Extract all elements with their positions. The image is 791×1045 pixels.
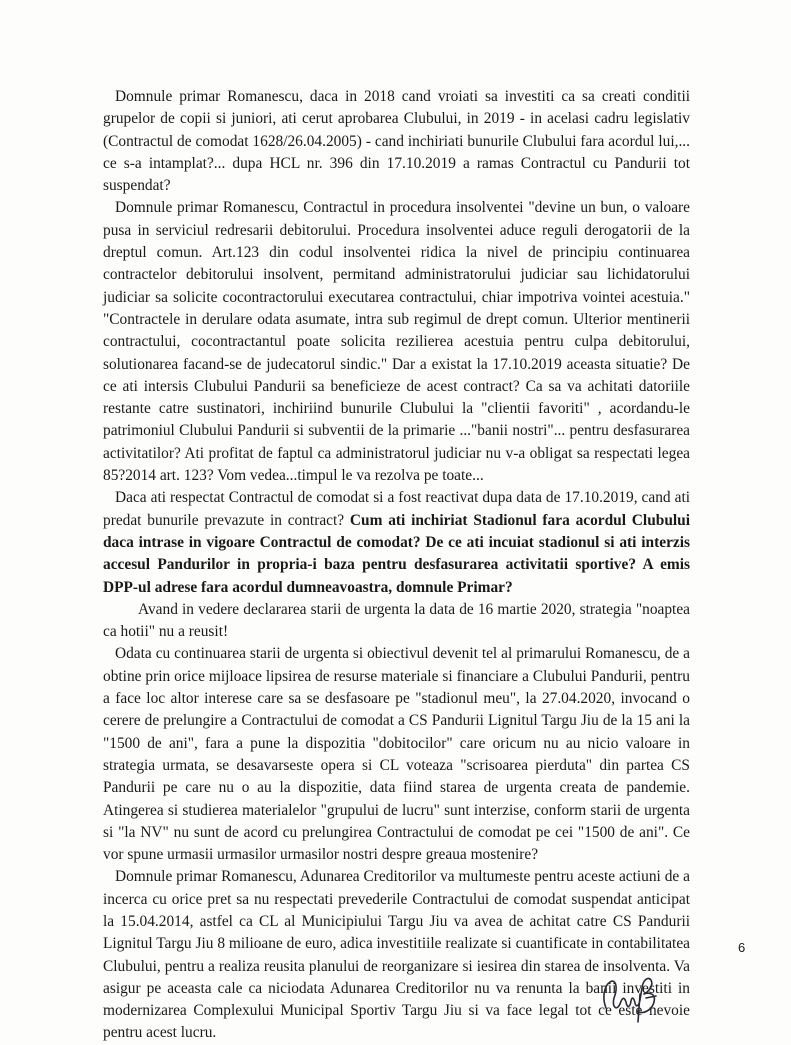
paragraph-6: Domnule primar Romanescu, Adunarea Creditorilor va multumeste pentru aceste actiuni de a incerca cu orice pret sa nu respectati prevederile Contractului de comodat suspendat anticipat la 15.04.2014, astfel ca CL al Municipiului Targu Jiu va avea de achitat catre CS Pandurii Lignitul Targu Jiu 8 milioane de euro, adica investitiile realizate si cuantificate in contabilitatea Clubului, pentru a realiza reusita planului de reorganizare si iesirea din starea de insolventa. Va asigur pe aceasta cale ca niciodata Adunarea Creditorilor nu va renunta la banii investiti in modernizarea Complexului Municipal Sportiv Targu Jiu si va face legal tot ce este nevoie pentru acest lucru. (103, 868, 690, 1042)
paragraph-3 (103, 487, 690, 598)
paragraph-4: Avand in vedere declararea starii de urgenta la data de 16 martie 2020, strategia "noaptea ca hotii" nu a reusit! (103, 600, 690, 641)
document-body (103, 86, 690, 1045)
paragraph-3-text: Daca ati respectat Contractul de comodat si a fost reactivat dupa data de 17.10.2019, cand ati predat bunurile prevazute in contract? (103, 489, 690, 529)
page-number: 6 (738, 940, 746, 955)
paragraph-1: Domnule primar Romanescu, daca in 2018 cand vroiati sa investiti ca sa creati conditii grupelor de copii si juniori, ati cerut aprobarea Clubului, in 2019 - in acelasi cadru legislativ (Contractul de comodat 1628/26.04.2005) - cand inchiriati bunurile Clubului fara acordul lui,... ce s-a intamplat?... dupa HCL nr. 396 din 17.10.2019 a ramas Contractul cu Pandurii tot suspendat? (103, 88, 690, 195)
paragraph-3-bold-text: Cum ati inchiriat Stadionul fara acordul Clubului daca intrase in vigoare Contractul de comodat? De ce ati incuiat stadionul si ati interzis accesul Pandurilor in propria-i baza pentru desfasurarea activitatii sportive? A emis DPP-ul adrese fara acordul dumneavoastra, domnule Primar? (103, 511, 690, 596)
handwritten-signature (596, 968, 666, 1029)
paragraph-2: Domnule primar Romanescu, Contractul in procedura insolventei "devine un bun, o valoare pusa in serviciul redresarii debitorului. Procedura insolventei aduce reguli derogatorii de la dreptul comun. Art.123 din codul insolventei ridica la nivel de principiu continuarea contractelor debitorului insolvent, permitand administratorului judiciar sau lichidatorului judiciar sa solicite cocontractorului executarea contractului, chiar impotriva vointei acestuia." "Contractele in derulare odata asumate, intra sub regimul de drept comun. Ulterior mentinerii contractului, cocontractantul poate solicita rezilierea acestuia pentru culpa debitorului, solutionarea facand-se de judecatorul sindic." Dar a existat la 17.10.2019 aceasta situatie? De ce ati intersis Clubului Pandurii sa beneficieze de acest contract? Ca sa va achitati datoriile restante catre sustinatori, inchiriind bunurile Clubului la "clientii favoriti" , acordandu-le patrimoniul Clubului Pandurii si subventii de la primarie ..."banii nostri"... pentru desfasurarea activitatilor? Ati profitat de faptul ca administratorul judiciar nu v-a obligat sa respectati legea 85?2014 art. 123? Vom vedea...timpul le va rezolva pe toate... (103, 199, 690, 485)
paragraph-5: Odata cu continuarea starii de urgenta si obiectivul devenit tel al primarului Romanescu, de a obtine prin orice mijloace lipsirea de resurse materiale si financiare a Clubului Pandurii, pentru a face loc altor interese care sa se desfasoare pe "stadionul meu", la 27.04.2020, invocand o cerere de prelungire a Contractului de comodat a CS Pandurii Lignitul Targu Jiu de la 15 ani la "1500 de ani", fara a pune la dispozitia "dobitocilor" care oricum nu au nicio valoare in strategia urmata, se desavarseste opera si CL voteaza "scrisoarea pierduta" din partea CS Pandurii pe care nu o au la dispozitie, data fiind starea de urgenta creata de pandemie. Atingerea si studierea materialelor "grupului de lucru" sunt interzise, conform starii de urgenta si "la NV" nu sunt de acord cu prelungirea Contractului de comodat pe cei "1500 de ani". Ce vor spune urmasii urmasilor urmasilor nostri despre greaua mostenire? (103, 645, 690, 864)
